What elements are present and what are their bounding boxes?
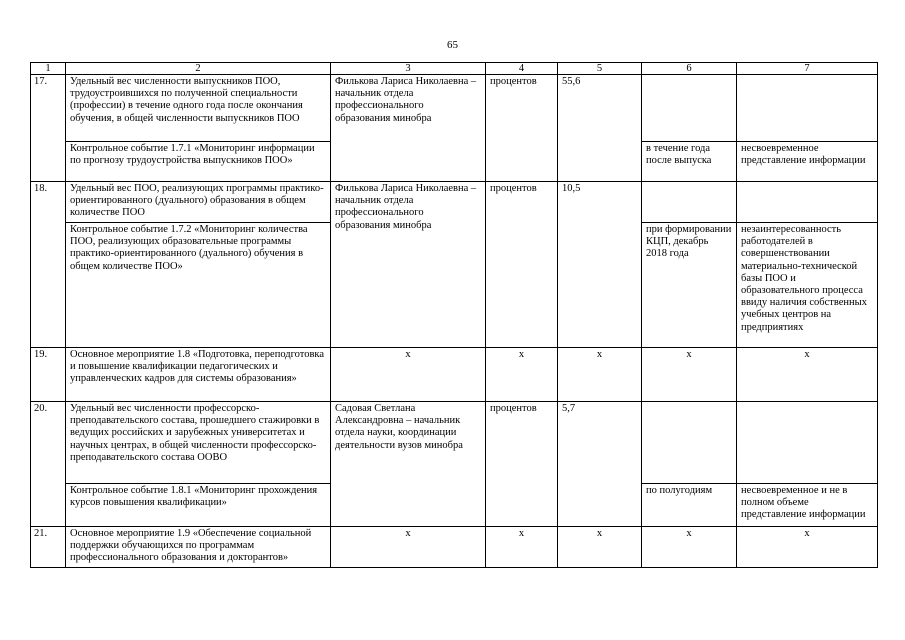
indicator-cell: Удельный вес численности профессорско-преподавательского состава, прошедшего стажировки в ведущих российских и зарубежных университетах и научных центрах, в общей численности профессорско-преподавательского состава ООВО — [66, 402, 331, 484]
column-header: 5 — [558, 63, 642, 75]
program-table — [30, 62, 878, 568]
x-cell: x — [642, 348, 737, 402]
control-event-cell: Контрольное событие 1.8.1 «Мониторинг прохождения курсов повышения квалификации» — [66, 484, 331, 527]
main-activity-cell: Основное мероприятие 1.9 «Обеспечение социальной поддержки обучающихся по программам профессионального образования и докторантов» — [66, 527, 331, 568]
unit-cell: процентов — [486, 182, 558, 348]
responsible-cell: Филькова Лариса Николаевна – начальник отдела профессионального образования минобра — [331, 182, 486, 348]
value-cell: 10,5 — [558, 182, 642, 348]
deadline-cell: по полугодиям — [642, 484, 737, 527]
x-cell: x — [558, 527, 642, 568]
column-header: 7 — [737, 63, 878, 75]
empty-cell — [737, 402, 878, 484]
x-cell: x — [486, 348, 558, 402]
page-number: 65 — [447, 39, 458, 51]
x-cell: x — [486, 527, 558, 568]
unit-cell: процентов — [486, 402, 558, 527]
table-row — [31, 348, 878, 402]
x-cell: x — [331, 348, 486, 402]
column-header: 2 — [66, 63, 331, 75]
empty-cell — [642, 75, 737, 142]
deadline-cell: при формировании КЦП, декабрь 2018 года — [642, 223, 737, 348]
column-header-row — [31, 63, 878, 75]
column-header: 6 — [642, 63, 737, 75]
row-number: 21. — [31, 527, 66, 568]
empty-cell — [642, 402, 737, 484]
row-number: 17. — [31, 75, 66, 182]
responsible-cell: Садовая Светлана Александровна – начальник отдела науки, координации деятельности вузов минобра — [331, 402, 486, 527]
row-number: 18. — [31, 182, 66, 348]
indicator-cell: Удельный вес численности выпускников ПОО, трудоустроившихся по полученной специальности (профессии) в течение одного года после окончания обучения, в общей численности выпускников ПОО — [66, 75, 331, 142]
control-event-cell: Контрольное событие 1.7.1 «Мониторинг информации по прогнозу трудоустройства выпускников ПОО» — [66, 142, 331, 182]
risk-cell: незаинтересованность работодателей в совершенствовании материально-технической базы ПОО и образовательного процесса ввиду наличия собственных учебных центров на предприятиях — [737, 223, 878, 348]
x-cell: x — [737, 527, 878, 568]
empty-cell — [737, 182, 878, 223]
row-number: 20. — [31, 402, 66, 527]
responsible-cell: Филькова Лариса Николаевна – начальник отдела профессионального образования минобра — [331, 75, 486, 182]
risk-cell: несвоевременное и не в полном объеме представление информации — [737, 484, 878, 527]
table-row — [31, 75, 878, 142]
risk-cell: несвоевременное представление информации — [737, 142, 878, 182]
deadline-cell: в течение года после выпуска — [642, 142, 737, 182]
unit-cell: процентов — [486, 75, 558, 182]
empty-cell — [737, 75, 878, 142]
main-activity-cell: Основное мероприятие 1.8 «Подготовка, переподготовка и повышение квалификации педагогических и управленческих кадров для системы образования» — [66, 348, 331, 402]
x-cell: x — [558, 348, 642, 402]
value-cell: 55,6 — [558, 75, 642, 182]
table-row — [31, 182, 878, 223]
value-cell: 5,7 — [558, 402, 642, 527]
column-header: 3 — [331, 63, 486, 75]
x-cell: x — [642, 527, 737, 568]
control-event-cell: Контрольное событие 1.7.2 «Мониторинг количества ПОО, реализующих образовательные программы практико-ориентированного (дуального) обучения в общем количестве ПОО» — [66, 223, 331, 348]
x-cell: x — [331, 527, 486, 568]
table-row — [31, 402, 878, 484]
table-row — [31, 527, 878, 568]
row-number: 19. — [31, 348, 66, 402]
x-cell: x — [737, 348, 878, 402]
empty-cell — [642, 182, 737, 223]
column-header: 1 — [31, 63, 66, 75]
indicator-cell: Удельный вес ПОО, реализующих программы практико-ориентированного (дуального) образования в общем количестве ПОО — [66, 182, 331, 223]
column-header: 4 — [486, 63, 558, 75]
